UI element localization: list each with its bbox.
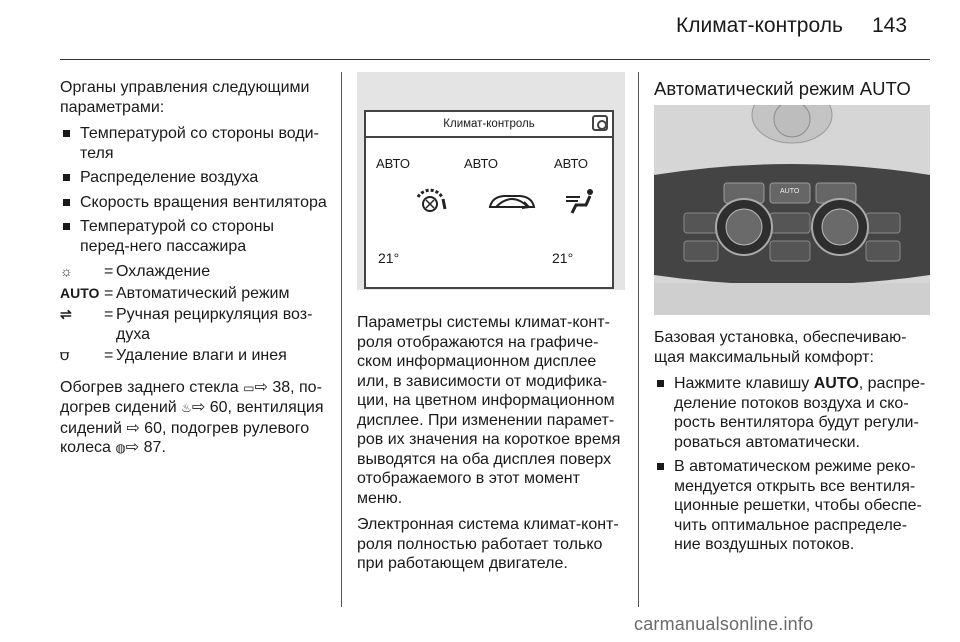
column-divider-2	[638, 72, 639, 607]
mode-right: АВТО	[554, 156, 588, 171]
text-run: Нажмите клавишу	[674, 375, 814, 392]
screen-divider	[366, 136, 612, 138]
page-number: 143	[872, 14, 908, 37]
legend-eq: =	[104, 263, 114, 280]
engine-paragraph: Электронная система климат-конт-роля полностью работает только при работающем двигателе.	[357, 516, 619, 572]
text-run: 38, по-догрев сидений	[60, 378, 322, 416]
controls-list	[60, 124, 328, 256]
text-run: 60, вентиляция сидений	[60, 399, 324, 437]
legend-eq: =	[104, 306, 114, 323]
text-run: 60, подогрев рулевого колеса	[60, 419, 310, 456]
recirculation-icon: ⇌	[60, 306, 72, 322]
control-panel-illustration	[654, 105, 930, 315]
ref-arrow-icon: ⇨	[254, 378, 268, 396]
auto-key: AUTO	[813, 375, 859, 392]
climate-display-figure	[357, 72, 625, 290]
page-title: Климат-контроль	[676, 14, 843, 37]
watermark: carmanualsonline.info	[634, 614, 814, 634]
display-paragraph: Параметры системы климат-конт-роля отображаются на графиче-ском информационном дисплее или, в зависимости от модифика-ции, на цветном информационном дисплее. При изменении парамет-ров их значения на короткое время выводятся на оба дисплея поверх отображаемого в этот момент меню.	[357, 314, 621, 507]
ref-arrow-icon: ⇨	[125, 439, 140, 456]
legend-text: Удаление влаги и инея	[116, 347, 287, 364]
intro-text: Органы управления следующими параметрами:	[60, 79, 310, 116]
mode-left: АВТО	[376, 156, 410, 171]
column-2	[357, 313, 627, 581]
control-panel-photo	[654, 105, 930, 315]
text-run: , распре-деление потоков воздуха и ско-рость вентилятора будут регули-роваться автоматически.	[674, 375, 926, 451]
mode-center: АВТО	[464, 156, 498, 171]
list-item: Температурой со стороны води-теля	[60, 124, 328, 163]
display-screen	[364, 110, 614, 289]
screen-title: Климат-контроль	[443, 118, 535, 130]
legend-eq: =	[104, 284, 114, 302]
settings-icon	[592, 115, 608, 131]
auto-symbol: AUTO	[60, 284, 100, 301]
steering-wheel-heat-icon: ◍	[115, 441, 126, 455]
list-item: Распределение воздуха	[60, 168, 328, 188]
symbol-legend	[60, 262, 328, 366]
seat-heat-icon: ♨	[181, 401, 192, 415]
ref-arrow-icon: ⇨	[126, 419, 140, 437]
text-run: 87.	[139, 439, 166, 456]
auto-mode-list	[654, 374, 930, 555]
section-title: Автоматический режим AUTO	[654, 78, 911, 99]
legend-eq: =	[104, 347, 114, 364]
fan-speed-icon	[412, 187, 452, 215]
temp-right: 21°	[552, 250, 574, 266]
temp-left: 21°	[378, 250, 400, 266]
rear-window-heat-icon: ▭	[243, 380, 255, 395]
related-features-text	[60, 378, 328, 459]
legend-text: Ручная рециркуляция воз-духа	[116, 306, 313, 343]
intro-text: Базовая установка, обеспечиваю-щая максимальный комфорт:	[654, 329, 907, 366]
air-distribution-icon	[562, 187, 602, 215]
text-run: Обогрев заднего стекла	[60, 378, 244, 396]
column-1	[60, 78, 328, 466]
list-item: В автоматическом режиме реко-мендуется открыть все вентиля-ционные решетки, чтобы обеспе-чить оптимальное распределе-ние воздушных потоков.	[654, 457, 930, 555]
list-item: Температурой со стороны перед-него пассажира	[60, 217, 328, 256]
list-item	[654, 374, 930, 452]
photo-auto-label: AUTO	[780, 188, 800, 195]
column-divider-1	[341, 72, 342, 607]
recirculation-icon	[486, 187, 538, 215]
list-item: Скорость вращения вентилятора	[60, 193, 328, 213]
snowflake-icon: ☼	[60, 263, 73, 279]
column-3	[654, 328, 930, 561]
legend-text: Охлаждение	[116, 263, 211, 280]
defrost-icon: ⩌	[60, 347, 70, 363]
header-rule	[60, 59, 930, 60]
ref-arrow-icon: ⇨	[191, 399, 206, 416]
legend-text: Автоматический режим	[116, 284, 290, 302]
